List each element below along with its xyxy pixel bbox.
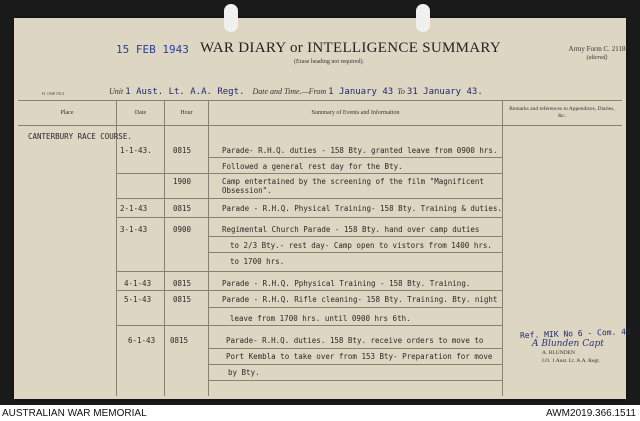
unit-value: 1 Aust. Lt. A.A. Regt. bbox=[125, 87, 245, 97]
entry-hour: 0815 bbox=[170, 336, 189, 345]
row-rule bbox=[117, 198, 502, 199]
row-rule bbox=[117, 290, 502, 291]
header-date: Date bbox=[134, 109, 147, 116]
entry-text: Port Kembla to take over from 153 Bty- Preparation for move bbox=[226, 352, 493, 361]
row-rule bbox=[117, 271, 502, 272]
entry-date: 6-1-43 bbox=[128, 336, 156, 345]
row-rule bbox=[209, 307, 502, 308]
date-time-label: Date and Time.—From bbox=[252, 87, 327, 96]
row-rule bbox=[117, 217, 502, 218]
entry-date: 4-1-43 bbox=[124, 279, 152, 288]
entry-text: Parade - R.H.Q. Physical Training- 158 Bty. Training & duties. bbox=[222, 204, 502, 213]
entry-text: Obsession". bbox=[222, 186, 272, 195]
entry-hour: 0815 bbox=[173, 204, 192, 213]
entry-text: Regimental Church Parade - 158 Bty. hand over camp duties bbox=[222, 225, 480, 234]
column-rule-date bbox=[116, 100, 117, 396]
unit-line bbox=[109, 87, 483, 97]
entry-date: 1-1-43. bbox=[120, 146, 152, 155]
row-rule bbox=[117, 325, 502, 326]
entry-text: Camp entertained by the screening of the film "Magnificent bbox=[222, 177, 484, 186]
column-rule-hour bbox=[164, 100, 165, 396]
entry-hour: 0815 bbox=[173, 295, 192, 304]
place-entry: CANTERBURY RACE COURSE. bbox=[28, 132, 132, 141]
entry-text: Parade - R.H.Q. Pphysical Training - 158 Bty. Training. bbox=[222, 279, 471, 288]
form-annotation: (altered) bbox=[586, 55, 608, 61]
entry-hour: 1900 bbox=[173, 177, 192, 186]
entry-date: 5-1-43 bbox=[124, 295, 152, 304]
entry-hour: 0900 bbox=[173, 225, 192, 234]
row-rule bbox=[209, 236, 502, 237]
row-rule bbox=[209, 157, 502, 158]
column-rule-remarks bbox=[502, 100, 503, 396]
form-number: Army Form C. 2118 bbox=[568, 45, 626, 53]
signatory-name: A. BLUNDEN bbox=[542, 350, 575, 356]
entry-text: leave from 1700 hrs. until 0900 hrs 6th. bbox=[230, 314, 411, 323]
print-code: H. 1948 1914 bbox=[42, 91, 64, 96]
punch-hole bbox=[416, 4, 430, 32]
entry-hour: 0815 bbox=[173, 279, 192, 288]
war-diary-page bbox=[14, 18, 631, 399]
header-place: Place bbox=[60, 109, 74, 116]
entry-text: to 1700 hrs. bbox=[230, 257, 285, 266]
date-stamp: 15 FEB 1943 bbox=[116, 43, 189, 56]
entry-hour: 0815 bbox=[173, 146, 192, 155]
header-remarks: Remarks and references to Appendices, Diaries, &c. bbox=[509, 106, 615, 119]
row-rule bbox=[117, 173, 502, 174]
remarks-reference: Ref. MIK No 6 - Com. 43 bbox=[519, 327, 631, 341]
punch-hole bbox=[224, 4, 238, 32]
date-from: 1 January 43 bbox=[328, 87, 394, 97]
page-subtitle: (Erase heading not required). bbox=[294, 59, 364, 65]
row-rule bbox=[209, 252, 502, 253]
entry-text: to 2/3 Bty.- rest day- Camp open to vistors from 1400 hrs. bbox=[230, 241, 492, 250]
entry-text: Parade- R.H.Q. duties. 158 Bty. receive orders to move to bbox=[226, 336, 484, 345]
row-rule bbox=[209, 348, 502, 349]
header-summary: Summary of Events and Information bbox=[311, 109, 400, 116]
to-label: To bbox=[397, 87, 405, 96]
signatory-rank: I.O. 1 Aust. Lt. A.A. Regt. bbox=[542, 358, 601, 364]
header-rule bbox=[18, 125, 622, 126]
entry-date: 3-1-43 bbox=[120, 225, 148, 234]
row-rule bbox=[209, 364, 502, 365]
column-rule-summary bbox=[208, 100, 209, 396]
page-title: WAR DIARY or INTELLIGENCE SUMMARY bbox=[200, 40, 502, 56]
header-hour: Hour bbox=[180, 109, 193, 116]
handwritten-signature: A Blunden Capt bbox=[532, 339, 604, 349]
signature-block bbox=[520, 329, 640, 365]
caption-accession: AWM2019.366.1511 bbox=[545, 408, 636, 419]
entry-text: Parade - R.H.Q. Rifle cleaning- 158 Bty. Training. Bty. night bbox=[222, 295, 498, 304]
caption-institution: AUSTRALIAN WAR MEMORIAL bbox=[2, 408, 147, 419]
army-form-ref bbox=[567, 45, 627, 63]
date-to: 31 January 43. bbox=[406, 87, 483, 97]
unit-label: Unit bbox=[109, 87, 124, 96]
entry-date: 2-1-43 bbox=[120, 204, 148, 213]
entry-text: Parade- R.H.Q. duties - 158 Bty. granted leave from 0900 hrs. bbox=[222, 146, 498, 155]
entry-text: by Bty. bbox=[228, 368, 260, 377]
row-rule bbox=[209, 380, 502, 381]
entry-text: Followed a general rest day for the Bty. bbox=[222, 162, 403, 171]
